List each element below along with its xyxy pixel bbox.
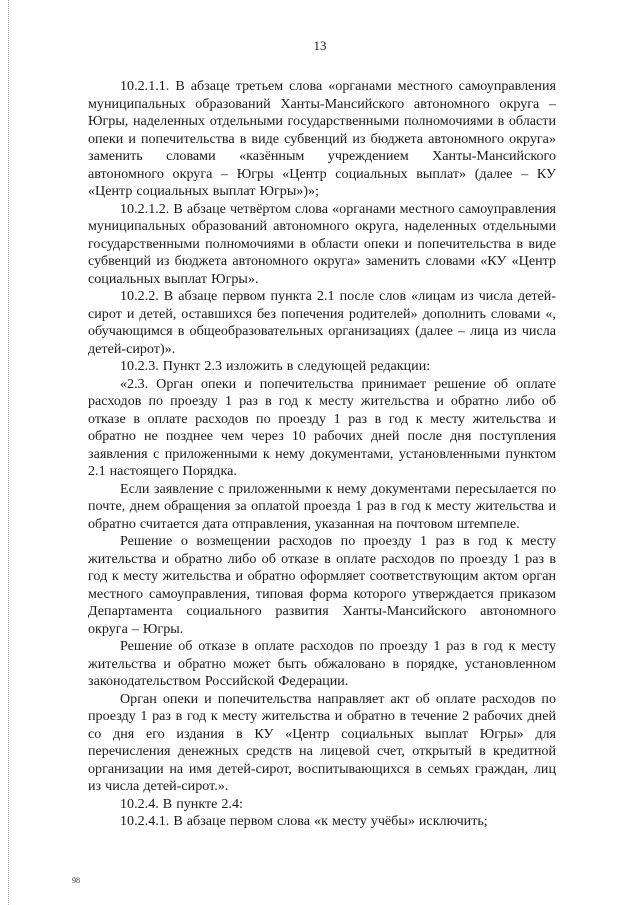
paragraph-10-2-1-1: 10.2.1.1. В абзаце третьем слова «органами местного самоуправления муниципальных образований Ханты-Мансийского автономного округа – Югры, наделенных отдельными государственными полномочиями в области опеки и попечительства в виде субвенций из бюджета автономного округа» заменить словами «казённым учреждением Ханты-Мансийского автономного округа – Югры «Центр социальных выплат» (далее – КУ «Центр социальных выплат Югры»)»; [88, 78, 556, 199]
paragraph-10-2-3: 10.2.3. Пункт 2.3 изложить в следующей редакции: [120, 358, 431, 374]
paragraph-10-2-2: 10.2.2. В абзаце первом пункта 2.1 после слов «лицам из числа детей-сирот и детей, оставшихся без попечения родителей» дополнить словами «, обучающимся в общеобразовательных организациях (далее – лица из числа детей-сирот)». [88, 288, 556, 357]
paragraph-reimbursement-act: Решение о возмещении расходов по проезду 1 раз в год к месту жительства и обратно либо об отказе в оплате расходов по проезду 1 раз в год к месту жительства и обратно оформляет соответствующим актом орган местного самоуправления, типовая форма которого утверждается приказом Департамента социального развития Ханты-Мансийского автономного округа – Югры. [88, 533, 556, 637]
footer-mark: 98 [72, 876, 80, 885]
paragraph-refusal-appeal: Решение об отказе в оплате расходов по проезду 1 раз в год к месту жительства и обратно может быть обжаловано в порядке, установленном законодательством Российской Федерации. [88, 638, 556, 689]
paragraph-mail-submission: Если заявление с приложенными к нему документами пересылается по почте, днем обращения за оплатой проезда 1 раз в год к месту жительства и обратно считается дата отправления, указанная на почтовом штемпеле. [88, 480, 556, 532]
page-number: 13 [313, 38, 327, 53]
paragraph-10-2-1-2: 10.2.1.2. В абзаце четвёртом слова «органами местного самоуправления муниципальных образований автономного округа, наделенных отдельными государственными полномочиями в области опеки и попечительства в виде субвенций из бюджета автономного округа» заменить словами «КУ «Центр социальных выплат Югры». [88, 200, 556, 287]
paragraph-10-2-4-1: 10.2.4.1. В абзаце первом слова «к месту учёбы» исключить; [120, 813, 488, 829]
paragraph-guardianship-act: Орган опеки и попечительства направляет акт об оплате расходов по проезду 1 раз в год к месту жительства и обратно в течение 2 рабочих дней со дня его издания в КУ «Центр социальных выплат Югры» для перечисления денежных средств на лицевой счет, открытый в кредитной организации на имя детей-сирот, воспитывающихся в семьях граждан, лиц из числа детей-сирот.». [88, 690, 556, 794]
paragraph-10-2-4: 10.2.4. В пункте 2.4: [120, 795, 243, 812]
scan-edge-line [8, 0, 9, 905]
document-body [88, 78, 556, 831]
paragraph-2-3-decision: «2.3. Орган опеки и попечительства принимает решение об оплате расходов по проезду 1 раз в год к месту жительства и обратно либо об отказе в оплате расходов по проезду 1 раз в год к месту жительства и обратно не позднее чем через 10 рабочих дней после дня поступления заявления с приложенными к нему документами, установленными пунктом 2.1 настоящего Порядка. [88, 375, 556, 479]
